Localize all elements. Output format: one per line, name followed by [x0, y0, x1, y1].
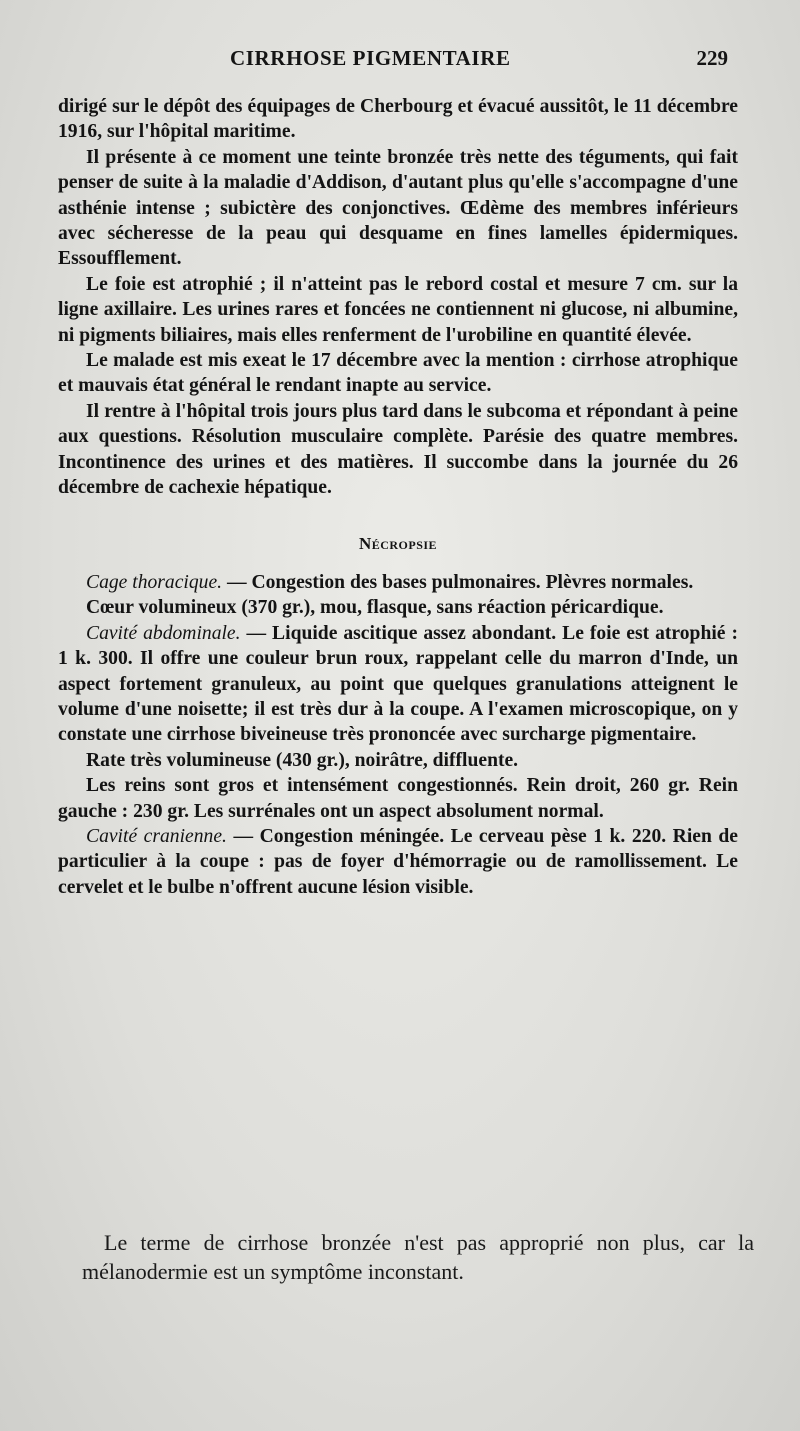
cranium-text: — Congestion méningée. Le cerveau pèse 1 k. 220. Rien de particulier à la coupe : pas de foyer d'hémorragie ou de ramollissement. Le cervelet et le bulbe n'offrent aucune lésion visible. [58, 825, 738, 898]
page-header [60, 40, 728, 76]
abdomen-text: — Liquide ascitique assez abondant. Le foie est atrophié : 1 k. 300. Il offre une couleur brun roux, rappelant celle du marron d'Inde, un aspect fortement granuleux, au point que quelques granulations atteignent le volume d'une noisette; il est très dur à la coupe. A l'examen microscopique, on y constate une cirrhose biveineuse très prononcée avec surcharge pigmentaire. [58, 622, 738, 746]
main-text [58, 94, 738, 900]
paragraph-kidneys: Les reins sont gros et intensément congestionnés. Rein droit, 260 gr. Rein gauche : 230 gr. Les surrénales ont un aspect absolument normal. [58, 775, 738, 822]
paragraph-closing: Le terme de cirrhose bronzée n'est pas approprié non plus, car la mélanodermie est un symptôme inconstant. [82, 1230, 754, 1284]
paragraph-spleen: Rate très volumineuse (430 gr.), noirâtre, diffluente. [86, 749, 519, 771]
paragraph-heart: Cœur volumineux (370 gr.), mou, flasque, sans réaction péricardique. [86, 597, 664, 619]
running-title: CIRRHOSE PIGMENTAIRE [230, 46, 511, 70]
paragraph-liver: Le foie est atrophié ; il n'atteint pas le rebord costal et mesure 7 cm. sur la ligne axillaire. Les urines rares et foncées ne contiennent ni glucose, ni albumine, ni pigments biliaires, mais elles renferment de l'urobiline en quantité élevée. [58, 273, 738, 346]
cranium-lead: Cavité cranienne. [86, 825, 227, 847]
paragraph-thorax [58, 570, 738, 595]
closing-text [82, 1228, 754, 1286]
paragraph-continuation: dirigé sur le dépôt des équipages de Cherbourg et évacué aussitôt, le 11 décembre 1916, sur l'hôpital maritime. [58, 96, 738, 143]
paragraph-exeat: Le malade est mis exeat le 17 décembre avec la mention : cirrhose atrophique et mauvais état général le rendant inapte au service. [58, 350, 738, 397]
section-title: Nécropsie [358, 533, 438, 553]
thorax-text: — Congestion des bases pulmonaires. Plèvres normales. [222, 571, 694, 593]
paragraph-abdomen [58, 621, 738, 748]
paragraph-symptoms: Il présente à ce moment une teinte bronzée très nette des téguments, qui fait penser de suite à la maladie d'Addison, d'autant plus qu'elle s'accompagne d'une asthénie intense ; subictère des conjonctives. Œdème des membres inférieurs avec sécheresse de la peau qui desquame en fines lamelles épidermiques. Essoufflement. [58, 146, 738, 270]
paragraph-cranium [58, 824, 738, 900]
page-number: 229 [696, 46, 728, 70]
paragraph-return: Il rentre à l'hôpital trois jours plus tard dans le subcoma et répondant à peine aux questions. Résolution musculaire complète. Parésie des quatre membres. Incontinence des urines et des matières. Il succombe dans la journée du 26 décembre de cachexie hépatique. [58, 400, 738, 499]
abdomen-lead: Cavité abdominale. [86, 622, 241, 644]
thorax-lead: Cage thoracique. [86, 571, 223, 593]
